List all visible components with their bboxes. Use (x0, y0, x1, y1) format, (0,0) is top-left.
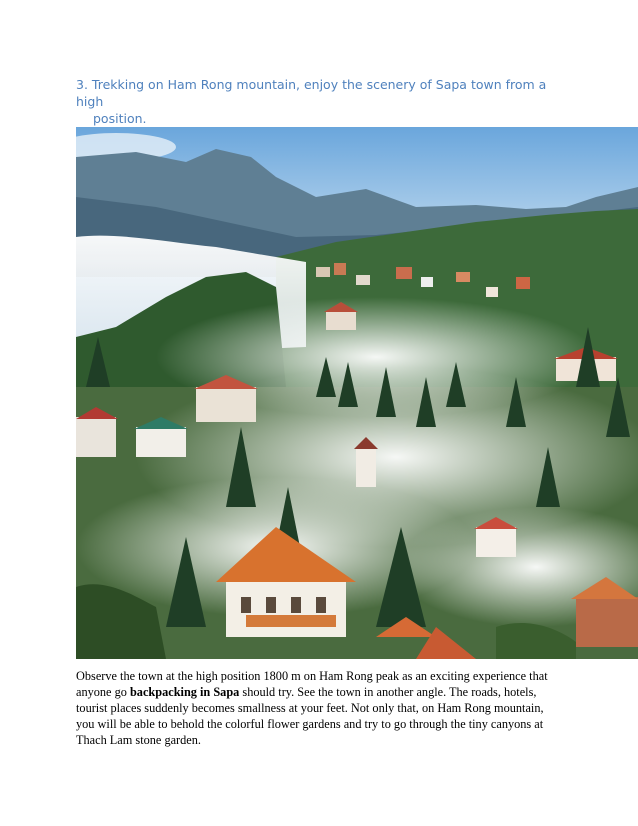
sapa-landscape-illustration (76, 127, 638, 659)
paragraph-text-2: should try. See the town in another angle. The roads, hotels, tourist places suddenly becomes smallness at your feet. Not only that, on Ham Rong mountain, you will be able to behold the colorful flower gardens and try to go through the tiny canyons at Thach Lam stone garden. (76, 685, 544, 747)
description-paragraph (76, 668, 558, 748)
heading-line-2: position. (93, 111, 147, 126)
section-heading (76, 76, 556, 127)
paragraph-text-1: Observe the town at the high position 1800 m on Ham Rong peak as an exciting experience that anyone go (76, 669, 548, 699)
heading-line-1: Trekking on Ham Rong mountain, enjoy the scenery of Sapa town from a high (76, 77, 547, 109)
sapa-town-photo (76, 127, 638, 659)
heading-number: 3. (76, 77, 88, 92)
backpacking-in-sapa-link[interactable]: backpacking in Sapa (129, 685, 240, 699)
